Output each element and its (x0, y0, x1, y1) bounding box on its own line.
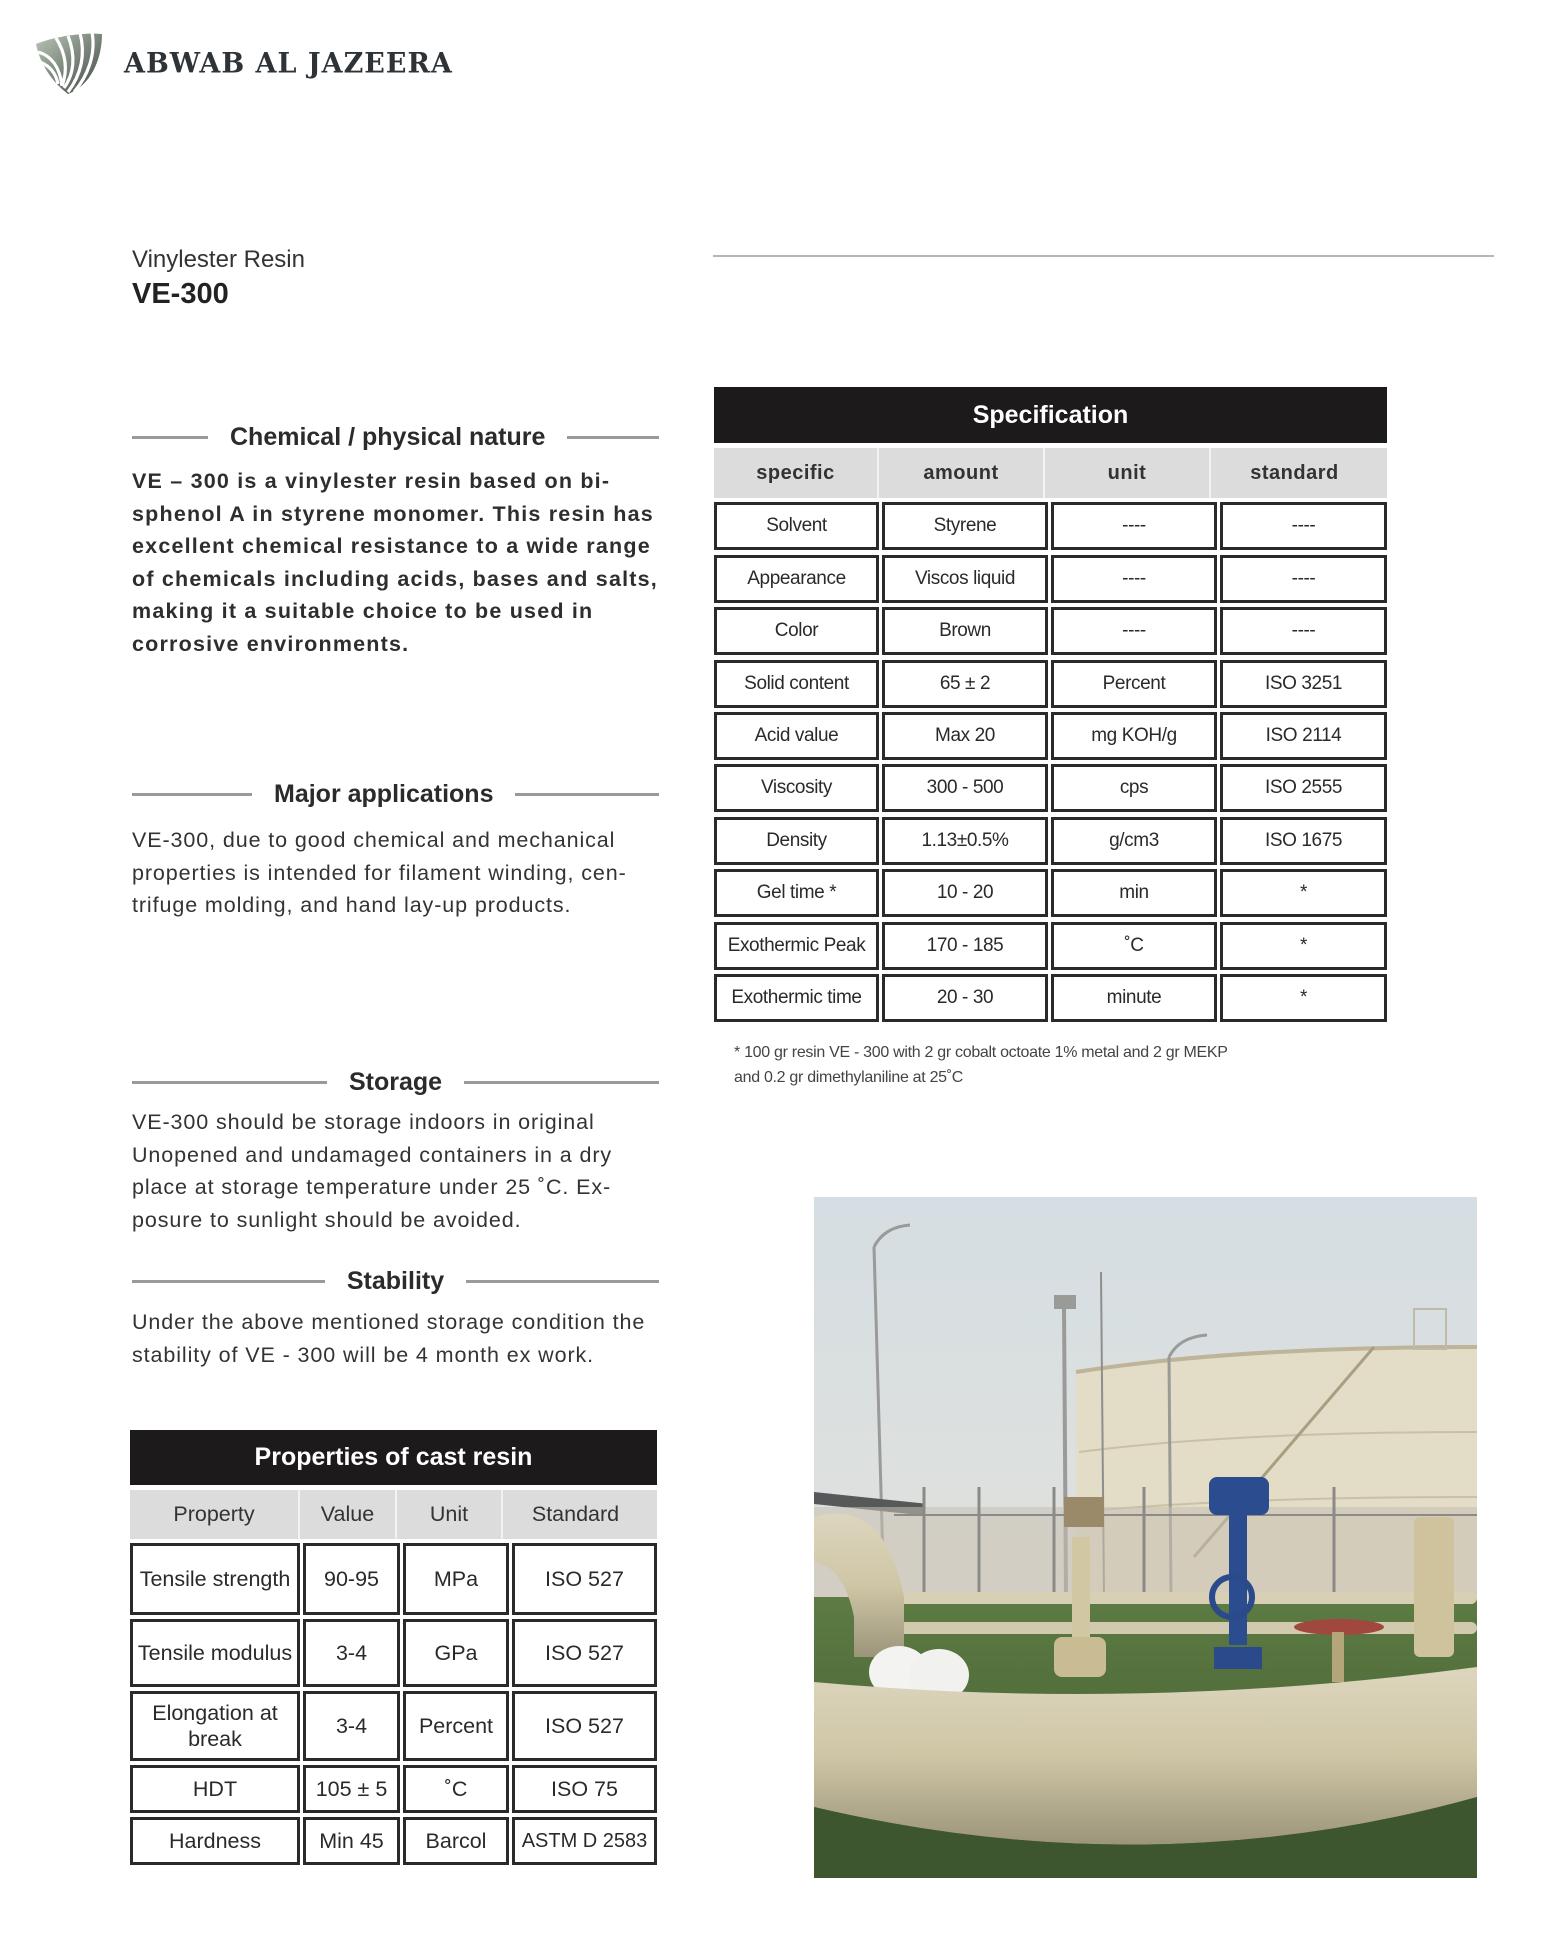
cell-unit: g/cm3 (1051, 817, 1217, 865)
section-title: Storage (348, 1068, 443, 1096)
cell-specific: Solid content (714, 660, 879, 708)
column-header: Property (130, 1490, 300, 1539)
section-body-storage: VE-300 should be storage indoors in original Unopened and undamaged containers in a dry place at storage temperature under 25 ˚C. Ex-posure to sunlight should be avoided. (132, 1110, 613, 1232)
cell-standard: * (1220, 869, 1387, 917)
cell-property: Tensile strength (130, 1543, 300, 1615)
table-row (130, 1817, 657, 1865)
table-header-row (130, 1490, 657, 1539)
cell-unit: Barcol (403, 1817, 509, 1865)
table-row (714, 660, 1387, 708)
table-row (130, 1765, 657, 1813)
cell-standard: ---- (1220, 502, 1387, 550)
brand-logo (30, 30, 453, 96)
cell-standard: ---- (1220, 555, 1387, 603)
footnote-line: * 100 gr resin VE - 300 with 2 gr cobalt octoate 1% metal and 2 gr MEKP (734, 1044, 1228, 1061)
cell-amount: Max 20 (882, 712, 1048, 760)
cell-property: HDT (130, 1765, 300, 1813)
section-header-stability (132, 1267, 659, 1296)
column-header: specific (714, 448, 879, 498)
cell-amount: 170 - 185 (882, 922, 1048, 970)
table-row (714, 817, 1387, 865)
cell-amount: Viscos liquid (882, 555, 1048, 603)
table-row (714, 869, 1387, 917)
cell-specific: Exothermic Peak (714, 922, 879, 970)
cell-unit: cps (1051, 764, 1217, 812)
cell-standard: * (1220, 922, 1387, 970)
cell-amount: Brown (882, 607, 1048, 655)
cell-amount: 300 - 500 (882, 764, 1048, 812)
cell-specific: Gel time * (714, 869, 879, 917)
cell-property: Tensile modulus (130, 1619, 300, 1687)
table-title: Specification (714, 387, 1387, 443)
table-row (130, 1543, 657, 1615)
table-row (130, 1691, 657, 1761)
cell-unit: ---- (1051, 502, 1217, 550)
divider (132, 793, 252, 796)
section-header-chemical (132, 423, 659, 452)
photo-illustration (814, 1197, 1477, 1878)
cell-standard: ISO 2555 (1220, 764, 1387, 812)
industrial-storage-tank-and-pipeline-photo (814, 1197, 1477, 1878)
cell-specific: Density (714, 817, 879, 865)
table-title: Properties of cast resin (130, 1430, 657, 1485)
cell-amount: 10 - 20 (882, 869, 1048, 917)
column-header: standard (1250, 461, 1339, 484)
product-name: VE-300 (132, 278, 229, 310)
column-header: unit (1045, 448, 1211, 498)
cell-amount: Styrene (882, 502, 1048, 550)
table-row (714, 922, 1387, 970)
divider (466, 1280, 659, 1283)
table-row (714, 974, 1387, 1022)
cell-standard: ISO 2114 (1220, 712, 1387, 760)
section-title: Major applications (274, 780, 494, 808)
specification-footnote (734, 1040, 1228, 1090)
cell-property: Elongation at break (130, 1691, 300, 1761)
column-header: amount (879, 448, 1045, 498)
divider (515, 793, 659, 796)
cell-unit: MPa (403, 1543, 509, 1615)
cell-specific: Appearance (714, 555, 879, 603)
cell-specific: Color (714, 607, 879, 655)
table-row (714, 607, 1387, 655)
cell-amount: 65 ± 2 (882, 660, 1048, 708)
cell-specific: Exothermic time (714, 974, 879, 1022)
table-row (714, 712, 1387, 760)
cell-standard: * (1220, 974, 1387, 1022)
cell-specific: Viscosity (714, 764, 879, 812)
divider (464, 1081, 659, 1084)
cell-standard: ISO 1675 (1220, 817, 1387, 865)
cell-value: 3-4 (303, 1619, 400, 1687)
table-row (714, 555, 1387, 603)
cell-unit: minute (1051, 974, 1217, 1022)
table-header-row (714, 448, 1387, 498)
cell-standard: ---- (1220, 607, 1387, 655)
column-header: Unit (397, 1490, 503, 1539)
divider (132, 1280, 325, 1283)
cell-unit: ---- (1051, 607, 1217, 655)
divider (132, 436, 208, 439)
table-row (714, 764, 1387, 812)
cell-unit: min (1051, 869, 1217, 917)
cell-amount: 1.13±0.5% (882, 817, 1048, 865)
cell-unit: mg KOH/g (1051, 712, 1217, 760)
footnote-line: and 0.2 gr dimethylaniline at 25˚C (734, 1069, 964, 1086)
cell-standard: ISO 527 (512, 1543, 657, 1615)
product-category: Vinylester Resin (132, 246, 305, 273)
cell-standard: ISO 527 (512, 1691, 657, 1761)
specification-table (714, 387, 1387, 1022)
cell-unit: GPa (403, 1619, 509, 1687)
cell-standard: ISO 3251 (1220, 660, 1387, 708)
cell-value: Min 45 (303, 1817, 400, 1865)
cell-unit: Percent (1051, 660, 1217, 708)
section-header-applications (132, 780, 659, 809)
section-title: Chemical / physical nature (230, 423, 546, 451)
cell-unit: ˚C (403, 1765, 509, 1813)
cell-standard: ASTM D 2583 (512, 1817, 657, 1865)
header-divider (713, 255, 1494, 257)
cell-unit: ---- (1051, 555, 1217, 603)
cell-specific: Solvent (714, 502, 879, 550)
cell-standard: ISO 527 (512, 1619, 657, 1687)
table-row (130, 1619, 657, 1687)
cell-value: 105 ± 5 (303, 1765, 400, 1813)
section-body-stability: Under the above mentioned storage condition the stability of VE - 300 will be 4 month ex work. (132, 1310, 646, 1367)
cell-value: 90-95 (303, 1543, 400, 1615)
divider (132, 1081, 327, 1084)
divider (567, 436, 659, 439)
section-body-chemical: VE – 300 is a vinylester resin based on bi-sphenol A in styrene monomer. This resin has excellent chemical resistance to a wide range of chemicals including acids, bases and salts, making it a suitable choice to be used in corrosive environments. (132, 469, 658, 656)
cell-property: Hardness (130, 1817, 300, 1865)
striped-shield-logo-icon (30, 30, 104, 96)
table-row (714, 502, 1387, 550)
column-header: Standard (531, 1502, 620, 1526)
column-header: Value (300, 1490, 397, 1539)
section-header-storage (132, 1068, 659, 1097)
cell-amount: 20 - 30 (882, 974, 1048, 1022)
cell-standard: ISO 75 (512, 1765, 657, 1813)
section-title: Stability (346, 1267, 445, 1295)
cell-value: 3-4 (303, 1691, 400, 1761)
cell-specific: Acid value (714, 712, 879, 760)
brand-name: ABWAB AL JAZEERA (124, 46, 453, 80)
cast-resin-table (130, 1430, 657, 1865)
section-body-applications: VE-300, due to good chemical and mechanical properties is intended for filament winding, cen-trifuge molding, and hand lay-up products. (132, 828, 627, 917)
cell-unit: Percent (403, 1691, 509, 1761)
cell-unit: ˚C (1051, 922, 1217, 970)
